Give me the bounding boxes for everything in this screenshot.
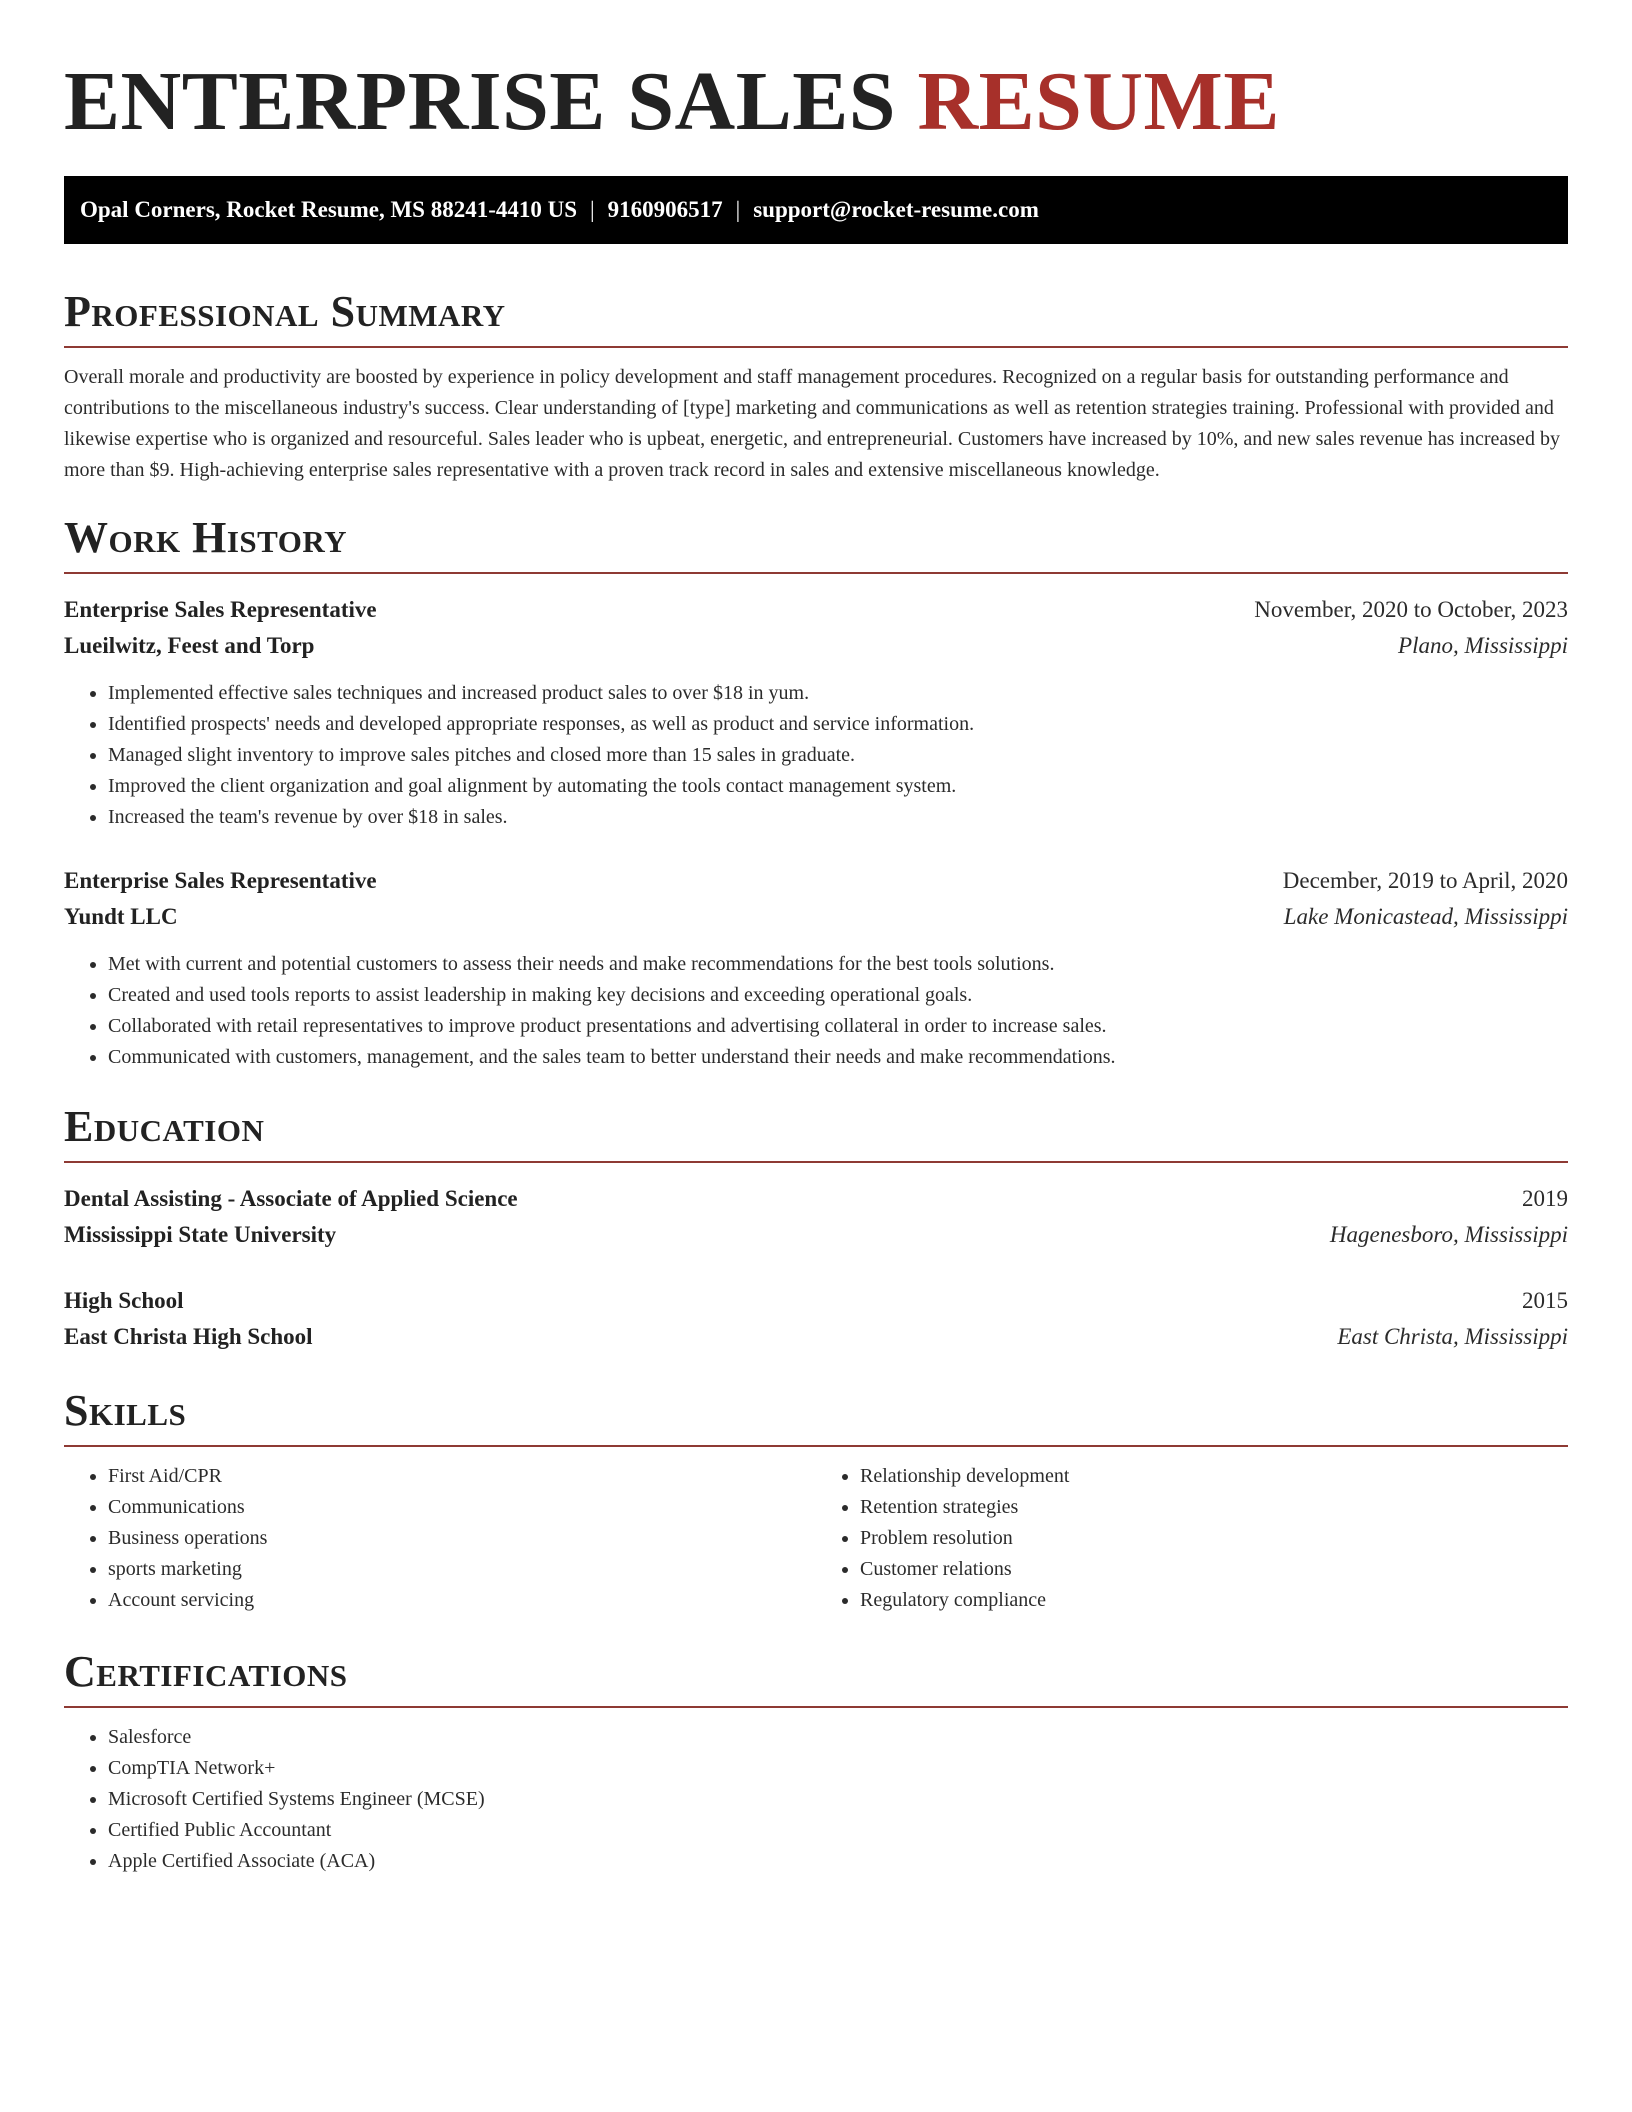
list-item: • sports marketing [108, 1554, 816, 1585]
job-duties-list [64, 678, 1568, 833]
work-history-heading: Work History [64, 510, 1568, 574]
education-year: 2019 [1522, 1186, 1568, 1211]
list-item: • Implemented effective sales techniques and increased product sales to over $18 in yum. [108, 678, 1568, 709]
job-company-row [64, 628, 1568, 664]
contact-bar [64, 176, 1568, 244]
list-item: • Improved the client organization and goal alignment by automating the tools contact management system. [108, 771, 1568, 802]
list-item: • Microsoft Certified Systems Engineer (MCSE) [108, 1784, 1568, 1815]
education-school-row [64, 1319, 1568, 1355]
certifications-list [64, 1722, 1568, 1877]
education-location: Hagenesboro, Mississippi [1329, 1222, 1568, 1247]
contact-email: support@rocket-resume.com [753, 197, 1039, 222]
list-item: • Collaborated with retail representatives to improve product presentations and advertising collateral in order to increase sales. [108, 1011, 1568, 1042]
contact-separator: | [735, 197, 741, 222]
education-degree: Dental Assisting - Associate of Applied Science [64, 1186, 518, 1211]
summary-text: Overall morale and productivity are boosted by experience in policy development and staff management procedures. Recognized on a regular basis for outstanding performance and contributions to the miscellaneous industry's success. Clear understanding of [type] marketing and communications as well as retention strategies training. Professional with provided and likewise expertise who is organized and resourceful. Sales leader who is upbeat, energetic, and entrepreneurial. Customers have increased by 10%, and new sales revenue has increased by more than $9. High-achieving enterprise sales representative with a proven track record in sales and extensive miscellaneous knowledge. [64, 366, 1560, 481]
education-school-row [64, 1217, 1568, 1253]
list-item: • Increased the team's revenue by over $18 in sales. [108, 802, 1568, 833]
title-main: ENTERPRISE SALES [64, 55, 896, 148]
list-item: • Created and used tools reports to assist leadership in making key decisions and exceeding operational goals. [108, 980, 1568, 1011]
certifications-section [64, 1644, 1568, 1877]
list-item: • Managed slight inventory to improve sales pitches and closed more than 15 sales in graduate. [108, 740, 1568, 771]
job-location: Plano, Mississippi [1398, 633, 1568, 658]
skills-heading: Skills [64, 1383, 1568, 1447]
job-title: Enterprise Sales Representative [64, 597, 377, 622]
list-item: • Customer relations [860, 1554, 1568, 1585]
education-degree: High School [64, 1288, 184, 1313]
job-dates: December, 2019 to April, 2020 [1282, 868, 1568, 893]
list-item: • First Aid/CPR [108, 1461, 816, 1492]
education-header-row [64, 1283, 1568, 1319]
education-heading: Education [64, 1099, 1568, 1163]
summary-section [64, 284, 1568, 486]
contact-separator: | [590, 197, 595, 222]
job-company: Yundt LLC [64, 904, 178, 929]
contact-address: Opal Corners, Rocket Resume, MS 88241-4410 US [80, 197, 578, 222]
list-item: • CompTIA Network+ [108, 1753, 1568, 1784]
list-item: • Account servicing [108, 1585, 816, 1616]
job-header-row [64, 863, 1568, 899]
education-header-row [64, 1181, 1568, 1217]
education-school: Mississippi State University [64, 1222, 337, 1247]
education-entry [64, 1181, 1568, 1253]
skills-section [64, 1383, 1568, 1616]
list-item: • Certified Public Accountant [108, 1815, 1568, 1846]
education-entry [64, 1283, 1568, 1355]
list-item: • Relationship development [860, 1461, 1568, 1492]
list-item: • Retention strategies [860, 1492, 1568, 1523]
education-year: 2015 [1522, 1288, 1568, 1313]
list-item: • Communicated with customers, management, and the sales team to better understand their needs and make recommendations. [108, 1042, 1568, 1073]
job-entry [64, 863, 1568, 1073]
title-accent: RESUME [917, 55, 1280, 148]
job-duties-list [64, 949, 1568, 1073]
list-item: • Met with current and potential customers to assess their needs and make recommendations for the best tools solutions. [108, 949, 1568, 980]
education-school: East Christa High School [64, 1324, 313, 1349]
job-location: Lake Monicastead, Mississippi [1283, 904, 1568, 929]
education-section [64, 1099, 1568, 1355]
contact-phone: 9160906517 [607, 197, 723, 222]
list-item: • Salesforce [108, 1722, 1568, 1753]
resume-title [64, 0, 1568, 152]
list-item: • Communications [108, 1492, 816, 1523]
job-entry [64, 592, 1568, 833]
skills-list-left [64, 1461, 816, 1616]
education-location: East Christa, Mississippi [1337, 1324, 1568, 1349]
job-company: Lueilwitz, Feest and Torp [64, 633, 315, 658]
work-history-section [64, 510, 1568, 1073]
list-item: • Business operations [108, 1523, 816, 1554]
list-item: • Problem resolution [860, 1523, 1568, 1554]
list-item: • Apple Certified Associate (ACA) [108, 1846, 1568, 1877]
job-dates: November, 2020 to October, 2023 [1254, 597, 1568, 622]
list-item: • Identified prospects' needs and developed appropriate responses, as well as product and service information. [108, 709, 1568, 740]
skills-list-right [816, 1461, 1568, 1616]
job-header-row [64, 592, 1568, 628]
job-company-row [64, 899, 1568, 935]
job-title: Enterprise Sales Representative [64, 868, 377, 893]
certifications-heading: Certifications [64, 1644, 1568, 1708]
list-item: • Regulatory compliance [860, 1585, 1568, 1616]
skills-grid [64, 1461, 1568, 1616]
summary-heading: Professional Summary [64, 284, 1568, 348]
